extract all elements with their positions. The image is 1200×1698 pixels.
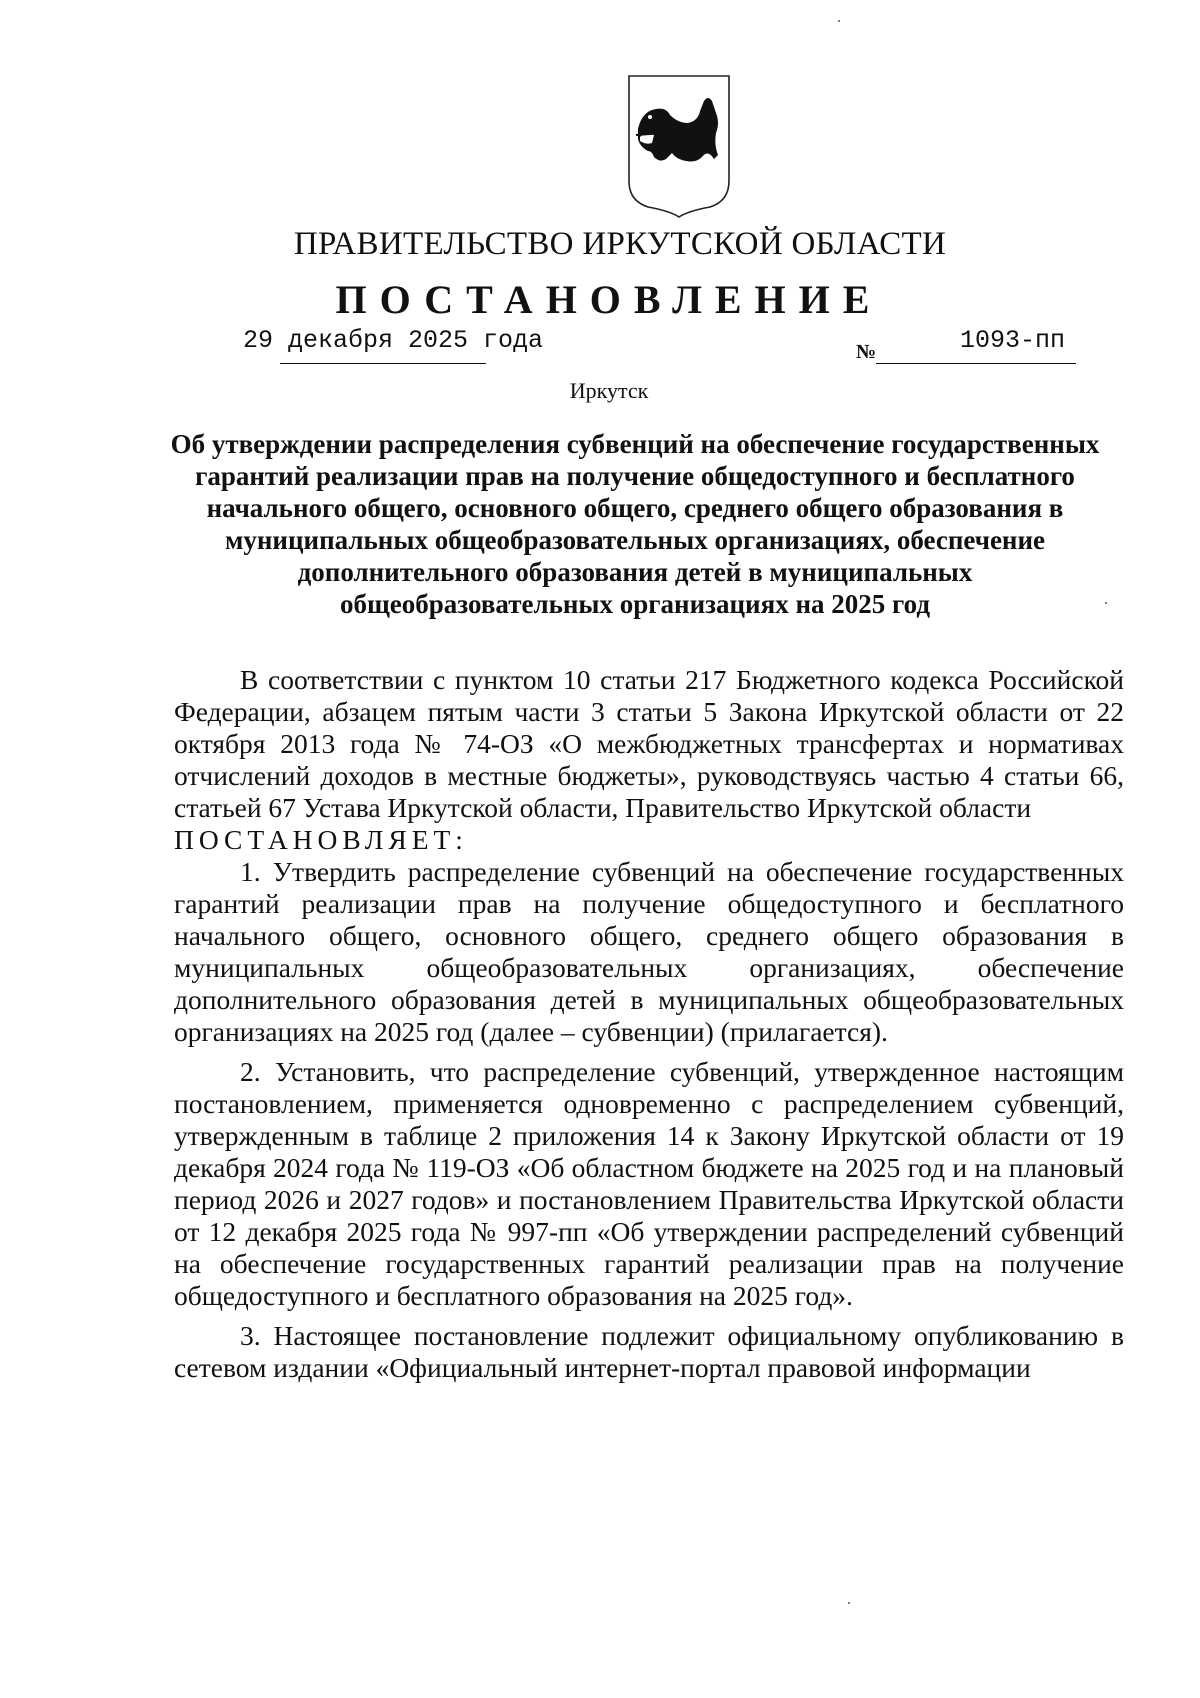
city-name: Иркутск [569, 378, 649, 403]
number-sign: № [856, 341, 877, 363]
document-number: 1093-пп [960, 326, 1066, 355]
clause-2: 2. Установить, что распределение субвенций, утвержденное настоящим постановлением, применяется одновременно с распределением субвенций, утвержденным в таблице 2 приложения 14 к Закону Иркутской области от 19 декабря 2024 года № 119-ОЗ «Об областном бюджете на 2025 год и на плановый период 2026 и 2027 годов» и постановлением Правительства Иркутской области от 12 декабря 2025 года № 997-пп «Об утверждении распределений субвенций на обеспечение государственных гарантий реализации прав на получение общедоступного и бесплатного образования на 2025 год». [174, 1056, 1124, 1311]
document-title: Об утверждении распределения субвенций на обеспечение государственных гарантий реализации прав на получение общедоступного и бесплатного начального общего, основного общего, среднего общего образования в муниципальных общеобразовательных организациях, обеспечение дополнительного образования детей в муниципальных общеобразовательных организациях на 2025 год [170, 429, 1100, 619]
government-name: ПРАВИТЕЛЬСТВО ИРКУТСКОЙ ОБЛАСТИ [293, 226, 947, 262]
scan-speck [838, 20, 840, 22]
number-underline [876, 363, 1076, 364]
document-date: 29 декабря 2025 года [243, 326, 544, 355]
irkutsk-coat-of-arms-icon [626, 73, 732, 219]
scan-speck [848, 1602, 850, 1604]
document-type-heading: ПОСТАНОВЛЕНИЕ [335, 277, 883, 322]
clause-1: 1. Утвердить распределение субвенций на обеспечение государственных гарантий реализации прав на получение общедоступного и бесплатного начального общего, основного общего, среднего общего образования в муниципальных общеобразовательных организациях, обеспечение дополнительного образования детей в муниципальных общеобразовательных организациях на 2025 год (далее – субвенции) (прилагается). [174, 856, 1124, 1047]
preamble-paragraph: В соответствии с пунктом 10 статьи 217 Бюджетного кодекса Российской Федерации, абзацем пятым части 3 статьи 5 Закона Иркутской области от 22 октября 2013 года № 74-ОЗ «О межбюджетных трансфертах и нормативах отчислений доходов в местные бюджеты», руководствуясь частью 4 статьи 66, статьей 67 Устава Иркутской области, Правительство Иркутской области [174, 664, 1124, 823]
scan-speck [1105, 602, 1107, 604]
date-underline [280, 363, 486, 364]
clause-3: 3. Настоящее постановление подлежит официальному опубликованию в сетевом издании «Официальный интернет-портал правовой информации [174, 1320, 1124, 1383]
document-body [174, 664, 1124, 1384]
resolves-heading: ПОСТАНОВЛЯЕТ: [174, 824, 468, 855]
